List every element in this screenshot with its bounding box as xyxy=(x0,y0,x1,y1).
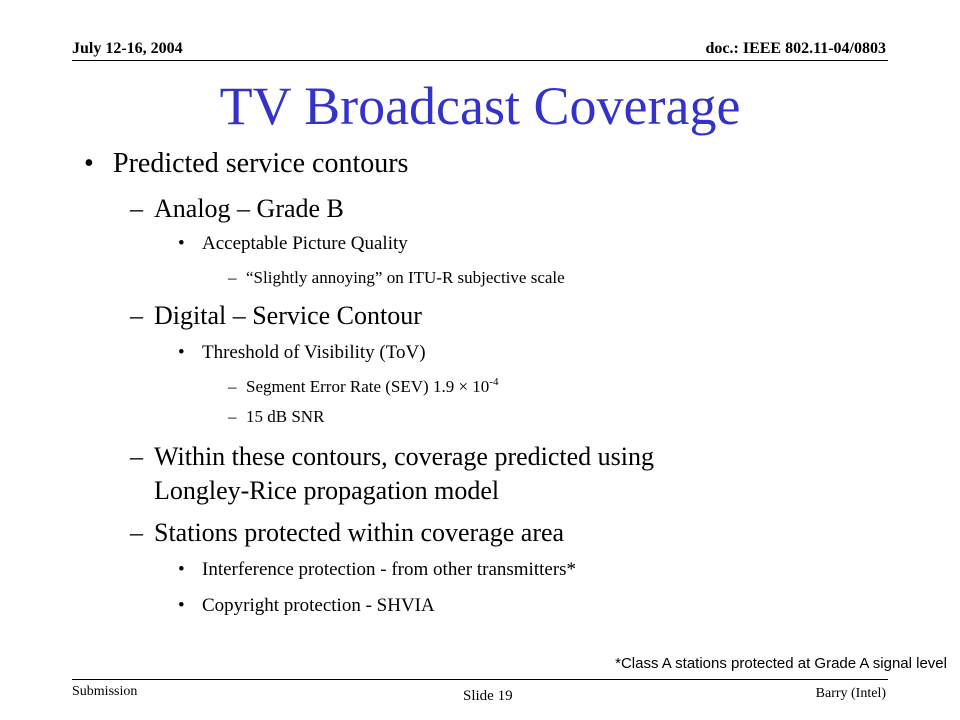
item-interference-protection: Interference protection - from other transmitters* xyxy=(202,559,577,580)
footer-submission: Submission xyxy=(72,684,138,699)
bullet-marker: • xyxy=(178,233,185,254)
bullet-predicted-service-contours: Predicted service contours xyxy=(113,148,409,179)
dash-marker: – xyxy=(228,377,237,396)
exponent: -4 xyxy=(489,376,499,388)
header-doc-id: doc.: IEEE 802.11-04/0803 xyxy=(705,40,886,57)
footer-rule xyxy=(72,679,888,680)
dash-marker: – xyxy=(130,194,143,223)
bullet-marker: • xyxy=(178,595,185,616)
subitem-analog: Analog – Grade B xyxy=(154,194,344,223)
item-acceptable-picture-quality: Acceptable Picture Quality xyxy=(202,233,408,254)
slide-title: TV Broadcast Coverage xyxy=(219,76,741,136)
dash-marker: – xyxy=(130,518,143,547)
header-date: July 12-16, 2004 xyxy=(72,40,183,57)
dash-marker: – xyxy=(130,301,143,330)
dash-marker: – xyxy=(228,407,237,426)
subitem-digital: Digital – Service Contour xyxy=(154,301,422,330)
footnote: *Class A stations protected at Grade A signal level xyxy=(615,655,947,672)
item-copyright-protection: Copyright protection - SHVIA xyxy=(202,595,435,616)
item-slightly-annoying: “Slightly annoying” on ITU-R subjective scale xyxy=(246,268,565,287)
item-segment-error-rate: Segment Error Rate (SEV) $1.9 \times 10^{-4}$ xyxy=(246,376,499,396)
bullet-marker: • xyxy=(84,148,94,179)
item-threshold-of-visibility: Threshold of Visibility (ToV) xyxy=(202,342,426,363)
subitem-within-contours-continued: Longley-Rice propagation model xyxy=(154,476,500,505)
item-snr: 15 dB SNR xyxy=(246,407,325,426)
header-rule xyxy=(72,60,888,61)
bullet-marker: • xyxy=(178,342,185,363)
footer-slide-number: Slide 19 xyxy=(463,688,513,704)
footer-author: Barry (Intel) xyxy=(815,686,886,701)
subitem-within-contours: Within these contours, coverage predicted using xyxy=(154,442,655,471)
bullet-marker: • xyxy=(178,559,185,580)
subitem-stations-protected: Stations protected within coverage area xyxy=(154,518,565,547)
dash-marker: – xyxy=(228,268,237,287)
dash-marker: – xyxy=(130,442,143,471)
